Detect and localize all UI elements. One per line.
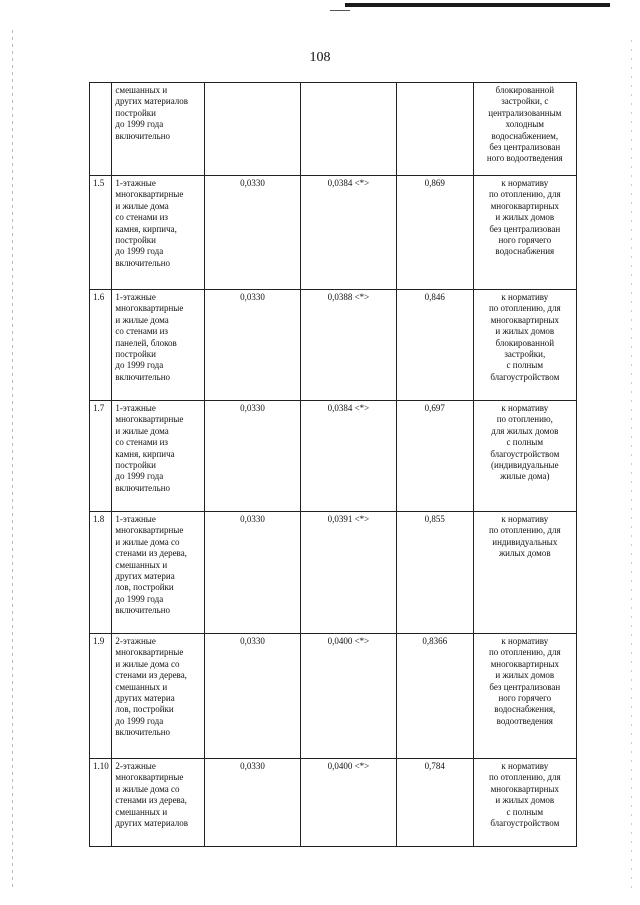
scan-top-bar: [345, 3, 610, 7]
value-cell: 0,0330: [205, 634, 301, 759]
building-type-cell: 1-этажные многоквартирные и жилые дома со стенами из камня, кирпича, постройки до 1999 года включительно: [112, 176, 205, 290]
value-cell: 0,0400 <*>: [300, 759, 396, 847]
row-number-cell: 1.7: [90, 401, 112, 512]
row-number-cell: 1.9: [90, 634, 112, 759]
table-row: [90, 176, 577, 290]
value-cell: 0,784: [396, 759, 473, 847]
scan-top-mark: [330, 10, 350, 11]
value-cell: 0,0391 <*>: [300, 512, 396, 634]
table-row: [90, 83, 577, 176]
value-cell: [205, 83, 301, 176]
value-cell: 0,0330: [205, 290, 301, 401]
value-cell: 0,8366: [396, 634, 473, 759]
scan-right-edge: [631, 40, 632, 890]
value-cell: 0,0330: [205, 401, 301, 512]
note-cell: к нормативу по отоплению, для многоквартирных и жилых домов без централизован ного горячего водоснабжения, водоотведения: [473, 634, 576, 759]
value-cell: 0,846: [396, 290, 473, 401]
building-type-cell: 2-этажные многоквартирные и жилые дома со стенами из дерева, смешанных и других материалов: [112, 759, 205, 847]
table-row: [90, 759, 577, 847]
value-cell: 0,855: [396, 512, 473, 634]
page-number: 108: [309, 50, 331, 65]
row-number-cell: 1.8: [90, 512, 112, 634]
building-type-cell: 2-этажные многоквартирные и жилые дома со стенами из дерева, смешанных и других материа лов, постройки до 1999 года включительно: [112, 634, 205, 759]
note-cell: к нормативу по отоплению, для многоквартирных и жилых домов блокированной застройки, с полным благоустройством: [473, 290, 576, 401]
table-row: [90, 512, 577, 634]
building-type-cell: смешанных и других материалов постройки до 1999 года включительно: [112, 83, 205, 176]
value-cell: 0,0400 <*>: [300, 634, 396, 759]
row-number-cell: 1.6: [90, 290, 112, 401]
note-cell: к нормативу по отоплению, для индивидуальных жилых домов: [473, 512, 576, 634]
value-cell: [300, 83, 396, 176]
value-cell: 0,697: [396, 401, 473, 512]
note-cell: к нормативу по отоплению, для жилых домов с полным благоустройством (индивидуальные жилые дома): [473, 401, 576, 512]
table-row: [90, 290, 577, 401]
building-type-cell: 1-этажные многоквартирные и жилые дома со стенами из дерева, смешанных и других материа лов, постройки до 1999 года включительно: [112, 512, 205, 634]
value-cell: 0,0384 <*>: [300, 401, 396, 512]
value-cell: 0,0388 <*>: [300, 290, 396, 401]
value-cell: 0,0330: [205, 512, 301, 634]
row-number-cell: [90, 83, 112, 176]
note-cell: блокированной застройки, с централизованным холодным водоснабжением, без централизован ного водоотведения: [473, 83, 576, 176]
row-number-cell: 1.10: [90, 759, 112, 847]
value-cell: 0,869: [396, 176, 473, 290]
scan-left-edge: [12, 30, 13, 890]
table-row: [90, 634, 577, 759]
value-cell: 0,0330: [205, 176, 301, 290]
value-cell: [396, 83, 473, 176]
note-cell: к нормативу по отоплению, для многоквартирных и жилых домов с полным благоустройством: [473, 759, 576, 847]
value-cell: 0,0384 <*>: [300, 176, 396, 290]
norms-table: [89, 82, 577, 847]
note-cell: к нормативу по отоплению, для многоквартирных и жилых домов без централизован ного горячего водоснабжения: [473, 176, 576, 290]
row-number-cell: 1.5: [90, 176, 112, 290]
value-cell: 0,0330: [205, 759, 301, 847]
building-type-cell: 1-этажные многоквартирные и жилые дома со стенами из панелей, блоков постройки до 1999 года включительно: [112, 290, 205, 401]
table-row: [90, 401, 577, 512]
building-type-cell: 1-этажные многоквартирные и жилые дома со стенами из камня, кирпича постройки до 1999 года включительно: [112, 401, 205, 512]
